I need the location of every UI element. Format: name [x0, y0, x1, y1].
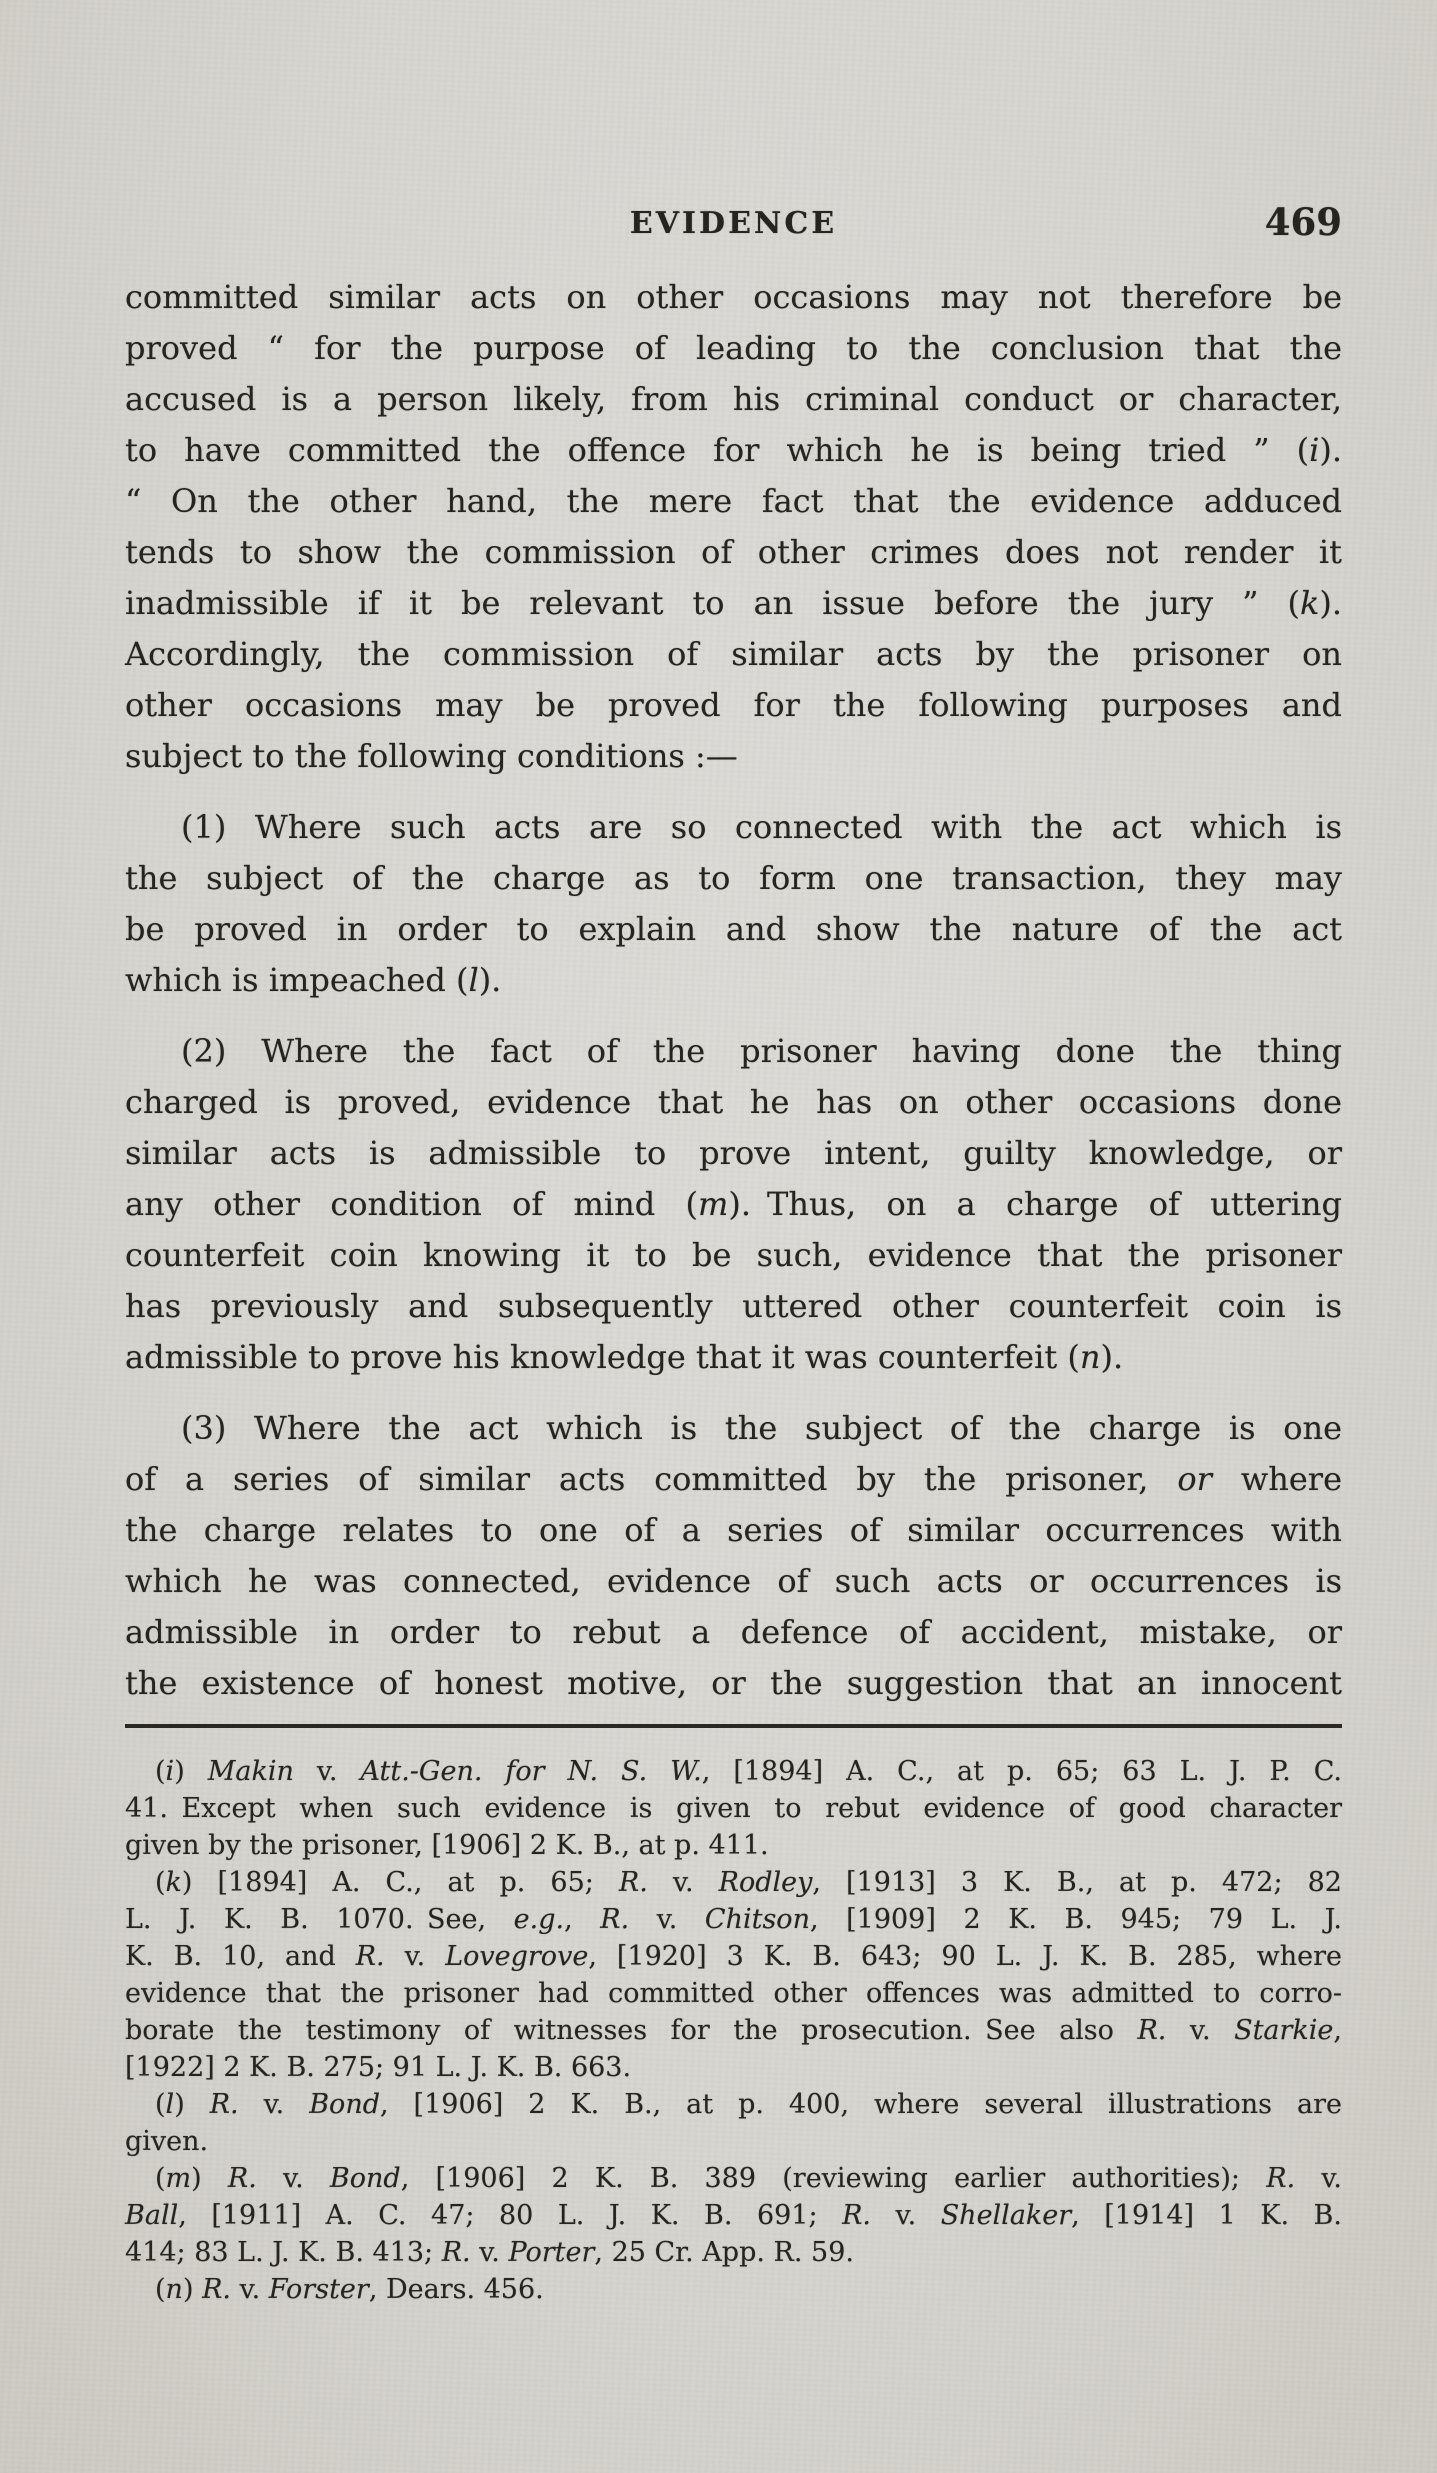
text-line: similar acts is admissible to prove intent, guilty knowledge, or [125, 1134, 1342, 1172]
italic-segment: R. [842, 2200, 872, 2231]
text-line: committed similar acts on other occasions may not therefore be [125, 278, 1342, 316]
text-line: proved “ for the purpose of leading to the conclusion that the [125, 329, 1342, 367]
paragraph-intro [125, 272, 1342, 782]
footnote-l [125, 2086, 1342, 2160]
text-line: charged is proved, evidence that he has on other occasions done [125, 1083, 1342, 1121]
text-line: other occasions may be proved for the following purposes and [125, 686, 1342, 724]
text-line: (k) [1894] A. C., at p. 65; R. v. Rodley, [1913] 3 K. B., at p. 472; 82 [155, 1867, 1342, 1898]
italic-segment: n [165, 2274, 183, 2305]
italic-segment: Starkie [1234, 2015, 1334, 2046]
italic-segment: l [165, 2089, 175, 2120]
text-line: (l) R. v. Bond, [1906] 2 K. B., at p. 400, where several illustrations are [155, 2089, 1342, 2120]
footnote-n [125, 2271, 1342, 2308]
footnote-rule [125, 1724, 1342, 1728]
italic-segment: Att.-Gen. for N. S. W. [360, 1756, 702, 1787]
italic-segment: k [1299, 584, 1320, 622]
text-line: the existence of honest motive, or the suggestion that an innocent [125, 1664, 1342, 1702]
running-title: EVIDENCE [629, 206, 838, 241]
italic-segment: R. [355, 1941, 385, 1972]
italic-segment: or [1177, 1460, 1212, 1498]
text-line: to have committed the offence for which he is being tried ” (i). [125, 431, 1342, 469]
italic-segment: Ball [125, 2200, 179, 2231]
text-line: Accordingly, the commission of similar acts by the prisoner on [125, 635, 1342, 673]
text-line: (2) Where the fact of the prisoner having done the thing [181, 1032, 1342, 1070]
paragraph-1 [125, 802, 1342, 1006]
italic-segment: l [468, 961, 479, 999]
text-line: L. J. K. B. 1070. See, e.g., R. v. Chitson, [1909] 2 K. B. 945; 79 L. J. [125, 1904, 1342, 1935]
text-line: (1) Where such acts are so connected with the act which is [181, 808, 1342, 846]
text-line: inadmissible if it be relevant to an issue before the jury ” (k). [125, 584, 1342, 622]
text-line: the subject of the charge as to form one transaction, they may [125, 859, 1342, 897]
text-line: K. B. 10, and R. v. Lovegrove, [1920] 3 K. B. 643; 90 L. J. K. B. 285, where [125, 1941, 1342, 1972]
italic-segment: k [165, 1867, 182, 1898]
italic-segment: R. [1266, 2163, 1296, 2194]
italic-segment: R. [202, 2274, 231, 2305]
text-line: which is impeached (l). [125, 961, 502, 999]
italic-segment: Rodley [718, 1867, 813, 1898]
italic-segment: Bond [309, 2089, 380, 2120]
italic-segment: Bond [329, 2163, 401, 2194]
text-line: Ball, [1911] A. C. 47; 80 L. J. K. B. 691; R. v. Shellaker, [1914] 1 K. B. [125, 2200, 1342, 2231]
italic-segment: Lovegrove [445, 1941, 589, 1972]
text-line: accused is a person likely, from his criminal conduct or character, [125, 380, 1342, 418]
text-line: given. [125, 2126, 209, 2157]
text-line: tends to show the commission of other crimes does not render it [125, 533, 1342, 571]
text-line: which he was connected, evidence of such acts or occurrences is [125, 1562, 1342, 1600]
italic-segment: R. [209, 2089, 239, 2120]
paragraph-3 [125, 1403, 1342, 1709]
text-line: evidence that the prisoner had committed other offences was admitted to corro- [125, 1978, 1342, 2009]
text-line: (i) Makin v. Att.-Gen. for N. S. W., [1894] A. C., at p. 65; 63 L. J. P. C. [155, 1756, 1342, 1787]
italic-segment: i [1309, 431, 1320, 469]
italic-segment: R. [227, 2163, 257, 2194]
body-text [125, 272, 1342, 1709]
footnote-k [125, 1864, 1342, 2086]
italic-segment: R. [600, 1904, 630, 1935]
text-line: “ On the other hand, the mere fact that the evidence adduced [125, 482, 1342, 520]
italic-segment: Porter [508, 2237, 595, 2268]
text-line: given by the prisoner, [1906] 2 K. B., at p. 411. [125, 1830, 769, 1861]
italic-segment: Chitson [704, 1904, 810, 1935]
text-line: of a series of similar acts committed by the prisoner, or where [125, 1460, 1343, 1498]
paragraph-2 [125, 1026, 1342, 1383]
text-line: has previously and subsequently uttered other counterfeit coin is [125, 1287, 1342, 1325]
italic-segment: R. [618, 1867, 648, 1898]
italic-segment: i [165, 1756, 175, 1787]
footnotes [125, 1753, 1342, 2308]
page-number: 469 [1264, 200, 1342, 244]
italic-segment: m [698, 1185, 729, 1223]
text-line: any other condition of mind (m). Thus, on a charge of uttering [125, 1185, 1343, 1223]
page-header [125, 200, 1342, 246]
text-line: admissible in order to rebut a defence of accident, mistake, or [125, 1613, 1342, 1651]
text-line: be proved in order to explain and show the nature of the act [125, 910, 1342, 948]
italic-segment: e.g. [513, 1904, 565, 1935]
italic-segment: R. [441, 2237, 471, 2268]
text-line: 41. Except when such evidence is given to rebut evidence of good character [125, 1793, 1342, 1824]
text-line: counterfeit coin knowing it to be such, evidence that the prisoner [125, 1236, 1342, 1274]
footnote-m [125, 2160, 1342, 2271]
footnote-i [125, 1753, 1342, 1864]
italic-segment: Shellaker [940, 2200, 1072, 2231]
text-line: subject to the following conditions :— [125, 737, 738, 775]
text-line: admissible to prove his knowledge that it was counterfeit (n). [125, 1338, 1124, 1376]
text-line: (3) Where the act which is the subject of the charge is one [181, 1409, 1342, 1447]
text-line: 414; 83 L. J. K. B. 413; R. v. Porter, 25 Cr. App. R. 59. [125, 2237, 854, 2268]
italic-segment: m [165, 2163, 192, 2194]
italic-segment: Forster [268, 2274, 369, 2305]
text-line: the charge relates to one of a series of similar occurrences with [125, 1511, 1342, 1549]
text-line: borate the testimony of witnesses for the prosecution. See also R. v. Starkie, [125, 2015, 1342, 2046]
italic-segment: Makin [207, 1756, 294, 1787]
text-line: (m) R. v. Bond, [1906] 2 K. B. 389 (reviewing earlier authorities); R. v. [155, 2163, 1343, 2194]
text-line: [1922] 2 K. B. 275; 91 L. J. K. B. 663. [125, 2052, 632, 2083]
italic-segment: R. [1137, 2015, 1167, 2046]
text-line: (n) R. v. Forster, Dears. 456. [155, 2274, 544, 2305]
italic-segment: n [1079, 1338, 1101, 1376]
